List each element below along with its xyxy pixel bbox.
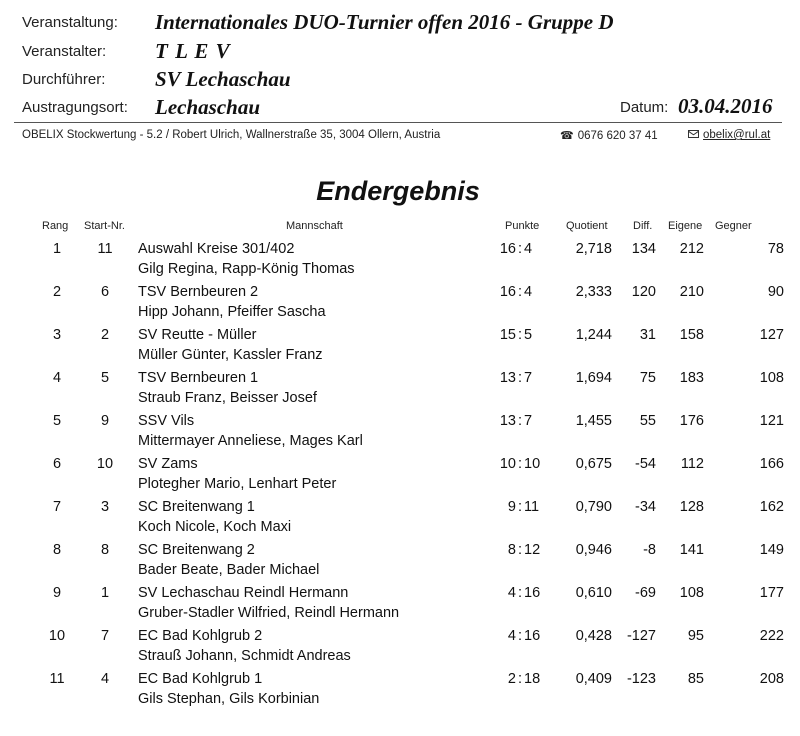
points-lost: 7 [524, 413, 533, 429]
difference-cell: 120 [631, 284, 656, 300]
start-number-cell: 11 [97, 241, 113, 257]
start-number-cell: 8 [100, 542, 110, 558]
start-number-cell: 4 [100, 671, 110, 687]
opponent-score-cell: 108 [759, 370, 784, 386]
table-row [0, 456, 800, 499]
difference-cell: -127 [626, 628, 656, 644]
player-names: Bader Beate, Bader Michael [138, 562, 320, 578]
table-row [0, 284, 800, 327]
quotient-cell: 0,409 [575, 671, 612, 687]
veranstalter-label: Veranstalter: [22, 43, 107, 60]
rank-cell: 5 [52, 413, 62, 429]
player-names: Strauß Johann, Schmidt Andreas [138, 648, 351, 664]
team-name: TSV Bernbeuren 2 [138, 284, 259, 300]
header-divider [14, 122, 782, 123]
points-lost: 5 [524, 327, 533, 343]
col-punkte: Punkte [505, 220, 540, 232]
player-names: Gils Stephan, Gils Korbinian [138, 691, 320, 707]
points-lost: 7 [524, 370, 533, 386]
own-score-cell: 183 [679, 370, 704, 386]
quotient-cell: 0,790 [575, 499, 612, 515]
email-contact[interactable] [688, 129, 770, 141]
rank-cell: 1 [52, 241, 62, 257]
quotient-cell: 1,455 [575, 413, 612, 429]
start-number-cell: 5 [100, 370, 110, 386]
rank-cell: 3 [52, 327, 62, 343]
quotient-cell: 0,610 [575, 585, 612, 601]
opponent-score-cell: 177 [759, 585, 784, 601]
quotient-cell: 2,718 [575, 241, 612, 257]
team-name: EC Bad Kohlgrub 2 [138, 628, 263, 644]
points-separator: : [518, 671, 523, 687]
start-number-cell: 1 [100, 585, 110, 601]
opponent-score-cell: 222 [759, 628, 784, 644]
quotient-cell: 0,946 [575, 542, 612, 558]
points-won: 13 [499, 413, 516, 429]
team-name: SV Reutte - Müller [138, 327, 257, 343]
points-lost: 4 [524, 241, 533, 257]
austragungsort-value: Lechaschau [155, 95, 260, 119]
quotient-cell: 0,675 [575, 456, 612, 472]
email-link[interactable]: obelix@rul.at [703, 129, 771, 141]
page-title-text: Endergebnis [316, 176, 480, 206]
opponent-score-cell: 149 [759, 542, 784, 558]
datum-label: Datum: [620, 99, 669, 116]
points-separator: : [518, 499, 523, 515]
opponent-score-cell: 90 [767, 284, 784, 300]
quotient-cell: 0,428 [575, 628, 612, 644]
points-won: 9 [507, 499, 516, 515]
team-name: SV Zams [138, 456, 198, 472]
rank-cell: 4 [52, 370, 62, 386]
start-number-cell: 6 [100, 284, 110, 300]
points-won: 10 [499, 456, 516, 472]
team-name: TSV Bernbeuren 1 [138, 370, 259, 386]
points-separator: : [518, 456, 523, 472]
table-row [0, 370, 800, 413]
quotient-cell: 1,694 [575, 370, 612, 386]
own-score-cell: 212 [679, 241, 704, 257]
col-quotient: Quotient [566, 220, 608, 232]
team-name: SSV Vils [138, 413, 195, 429]
table-row [0, 499, 800, 542]
col-eigene: Eigene [668, 220, 703, 232]
points-won: 16 [499, 241, 516, 257]
own-score-cell: 176 [679, 413, 704, 429]
envelope-icon [688, 130, 699, 138]
software-credit: OBELIX Stockwertung - 5.2 / Robert Ulrich, Wallnerstraße 35, 3004 Ollern, Austria [22, 129, 441, 141]
table-row [0, 585, 800, 628]
points-lost: 16 [524, 585, 541, 601]
points-separator: : [518, 370, 523, 386]
points-separator: : [518, 585, 523, 601]
own-score-cell: 210 [679, 284, 704, 300]
opponent-score-cell: 78 [767, 241, 784, 257]
datum-value: 03.04.2016 [678, 94, 773, 118]
team-name: Auswahl Kreise 301/402 [138, 241, 295, 257]
difference-cell: 55 [639, 413, 656, 429]
difference-cell: -54 [635, 456, 656, 472]
quotient-cell: 2,333 [575, 284, 612, 300]
rank-cell: 8 [52, 542, 62, 558]
veranstaltung-value: Internationales DUO-Turnier offen 2016 - Gruppe D [155, 10, 614, 34]
durchfuehrer-label: Durchführer: [22, 71, 106, 88]
player-names: Gilg Regina, Rapp-König Thomas [138, 261, 355, 277]
difference-cell: -69 [635, 585, 656, 601]
start-number-cell: 2 [100, 327, 110, 343]
phone-contact [560, 129, 658, 142]
points-won: 8 [507, 542, 516, 558]
rank-cell: 11 [49, 671, 65, 687]
rank-cell: 6 [52, 456, 62, 472]
own-score-cell: 112 [680, 456, 704, 472]
opponent-score-cell: 162 [759, 499, 784, 515]
player-names: Koch Nicole, Koch Maxi [138, 519, 292, 535]
rank-cell: 10 [48, 628, 66, 644]
table-row [0, 628, 800, 671]
player-names: Mittermayer Anneliese, Mages Karl [138, 433, 363, 449]
durchfuehrer-value: SV Lechaschau [155, 67, 291, 91]
own-score-cell: 85 [687, 671, 704, 687]
points-lost: 16 [524, 628, 541, 644]
points-won: 16 [499, 284, 516, 300]
player-names: Straub Franz, Beisser Josef [138, 390, 317, 406]
austragungsort-label: Austragungsort: [22, 99, 128, 116]
start-number-cell: 3 [100, 499, 110, 515]
rank-cell: 7 [52, 499, 62, 515]
start-number-cell: 10 [96, 456, 114, 472]
points-lost: 18 [524, 671, 541, 687]
col-mannschaft: Mannschaft [286, 220, 343, 232]
player-names: Müller Günter, Kassler Franz [138, 347, 323, 363]
points-won: 2 [507, 671, 516, 687]
points-lost: 4 [524, 284, 533, 300]
points-lost: 12 [524, 542, 541, 558]
points-lost: 11 [524, 499, 540, 515]
difference-cell: -123 [626, 671, 656, 687]
own-score-cell: 141 [679, 542, 704, 558]
points-separator: : [518, 327, 523, 343]
difference-cell: 134 [631, 241, 656, 257]
points-separator: : [518, 628, 523, 644]
difference-cell: -8 [643, 542, 656, 558]
quotient-cell: 1,244 [575, 327, 612, 343]
own-score-cell: 95 [687, 628, 704, 644]
team-name: SC Breitenwang 1 [138, 499, 255, 515]
opponent-score-cell: 127 [759, 327, 784, 343]
team-name: EC Bad Kohlgrub 1 [138, 671, 263, 687]
player-names: Gruber-Stadler Wilfried, Reindl Hermann [138, 605, 400, 621]
start-number-cell: 9 [100, 413, 110, 429]
opponent-score-cell: 121 [759, 413, 784, 429]
table-row [0, 327, 800, 370]
own-score-cell: 128 [679, 499, 704, 515]
player-names: Hipp Johann, Pfeiffer Sascha [138, 304, 326, 320]
veranstalter-value: T L E V [155, 39, 231, 63]
rank-cell: 9 [52, 585, 62, 601]
rank-cell: 2 [52, 284, 62, 300]
col-diff: Diff. [633, 220, 653, 232]
points-won: 4 [507, 585, 516, 601]
opponent-score-cell: 208 [759, 671, 784, 687]
points-won: 4 [507, 628, 516, 644]
col-start-nr: Start-Nr. [84, 220, 125, 232]
points-won: 13 [499, 370, 516, 386]
table-row [0, 671, 800, 714]
team-name: SV Lechaschau Reindl Hermann [138, 585, 349, 601]
own-score-cell: 158 [679, 327, 704, 343]
player-names: Plotegher Mario, Lenhart Peter [138, 476, 337, 492]
phone-number: 0676 620 37 41 [577, 130, 658, 142]
own-score-cell: 108 [679, 585, 704, 601]
table-row [0, 413, 800, 456]
points-separator: : [518, 241, 523, 257]
difference-cell: 31 [639, 327, 656, 343]
points-separator: : [518, 413, 523, 429]
difference-cell: 75 [639, 370, 656, 386]
table-row [0, 241, 800, 284]
team-name: SC Breitenwang 2 [138, 542, 255, 558]
start-number-cell: 7 [100, 628, 110, 644]
points-won: 15 [499, 327, 516, 343]
col-rang: Rang [42, 220, 69, 232]
page-title [0, 176, 800, 207]
col-gegner: Gegner [715, 220, 752, 232]
table-row [0, 542, 800, 585]
points-lost: 10 [524, 456, 541, 472]
phone-icon: ☎ [560, 130, 574, 142]
veranstaltung-label: Veranstaltung: [22, 14, 118, 31]
difference-cell: -34 [635, 499, 656, 515]
opponent-score-cell: 166 [759, 456, 784, 472]
points-separator: : [518, 284, 523, 300]
points-separator: : [518, 542, 523, 558]
